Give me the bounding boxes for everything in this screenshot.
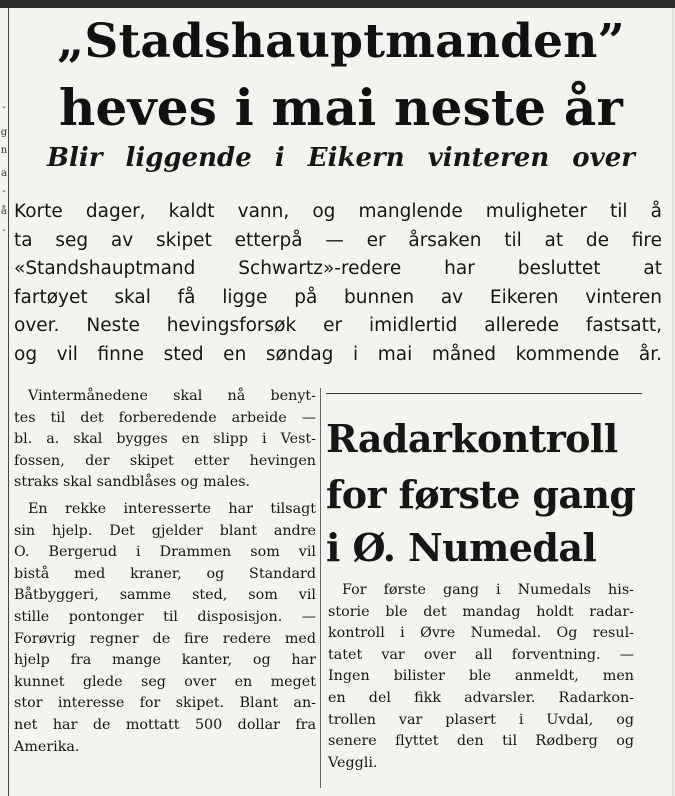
sidebar-headline-line-2: for første gang <box>326 472 636 517</box>
body-line: kunnet glede seg over en meget <box>14 673 316 690</box>
top-border <box>0 0 675 8</box>
headline-line-2: heves i mai neste år <box>58 78 624 137</box>
left-column-rule <box>8 8 9 796</box>
body-line: O. Bergerud i Drammen som vil <box>14 544 316 561</box>
column-divider <box>320 388 321 788</box>
sidebar-headline-line-3: i Ø. Numedal <box>326 525 597 570</box>
sidebar-line: For første gang i Numedals his- <box>342 582 634 598</box>
body-line: straks skal sandblåses og males. <box>14 474 251 491</box>
body-line: bistå med kraner, og Standard <box>14 565 316 582</box>
lead-line: ta seg av skipet etterpå — er årsaken til at de fire <box>14 229 662 251</box>
sidebar-headline-line-1: Radarkontroll <box>326 416 618 461</box>
right-edge <box>672 8 674 796</box>
sidebar-line: kontroll i Øvre Numedal. Og resul- <box>328 625 634 642</box>
sidebar-line: senere flyttet den til Rødberg og <box>328 733 634 750</box>
lead-line: over. Neste hevingsforsøk er imidlertid allerede fastsatt, <box>14 315 662 337</box>
margin-fragment: - <box>2 225 6 236</box>
sidebar-line: trollen var plasert i Uvdal, og <box>328 711 634 728</box>
lead-line: fartøyet skal få ligge på bunnen av Eikeren vinteren <box>14 286 662 308</box>
body-line: Forøvrig regner de fire redere med <box>14 630 316 647</box>
subheadline: Blir liggende i Eikern vinteren over <box>47 143 635 173</box>
sidebar-top-rule <box>326 393 642 394</box>
margin-fragment: - <box>2 186 6 197</box>
margin-fragment: - <box>2 102 6 113</box>
body-line: Vintermånedene skal nå benyt- <box>28 388 316 404</box>
body-line: stor interesse for skipet. Blant an- <box>14 695 316 712</box>
sidebar-line: Ingen bilister ble anmeldt, men <box>328 668 634 685</box>
sidebar-line: storie ble det mandag holdt radar- <box>328 603 634 620</box>
body-line: sin hjelp. Det gjelder blant andre <box>14 522 316 539</box>
sidebar-line: Veggli. <box>328 754 378 771</box>
lead-line: «Standshauptmand Schwartz»-redere har besluttet at <box>14 258 662 280</box>
body-line: Amerika. <box>14 738 80 755</box>
headline-line-1: „Stadshauptmanden” <box>57 14 625 69</box>
body-line: bl. a. skal bygges en slipp i Vest- <box>14 431 316 448</box>
margin-fragment: a <box>1 168 7 179</box>
body-line: En rekke interesserte har tilsagt <box>28 500 316 517</box>
body-line: tes til det forberedende arbeide — <box>14 409 316 426</box>
sidebar-line: en del fikk advarsler. Radarkon- <box>328 689 634 706</box>
body-line: fossen, der skipet etter hevingen <box>14 452 316 469</box>
sidebar-body <box>328 580 634 774</box>
lead-line: Korte dager, kaldt vann, og manglende muligheter til å <box>14 201 662 222</box>
margin-fragment: g <box>0 127 8 138</box>
lead-paragraph <box>14 198 662 370</box>
body-line: hjelp fra mange kanter, og har <box>14 652 316 669</box>
body-line: stille pontonger til disposisjon. — <box>14 608 316 625</box>
margin-fragment: å <box>1 206 7 217</box>
body-line: net har de mottatt 500 dollar fra <box>14 716 316 733</box>
margin-fragment: n <box>0 145 8 156</box>
body-line: Båtbyggeri, samme sted, som vil <box>14 587 316 604</box>
body-paragraph-2 <box>14 499 316 758</box>
article-body-column <box>14 386 316 758</box>
lead-line: og vil finne sted en søndag i mai måned kommende år. <box>14 343 662 365</box>
body-paragraph-1 <box>14 386 316 494</box>
sidebar-line: tatet var over all forventning. — <box>328 646 634 663</box>
